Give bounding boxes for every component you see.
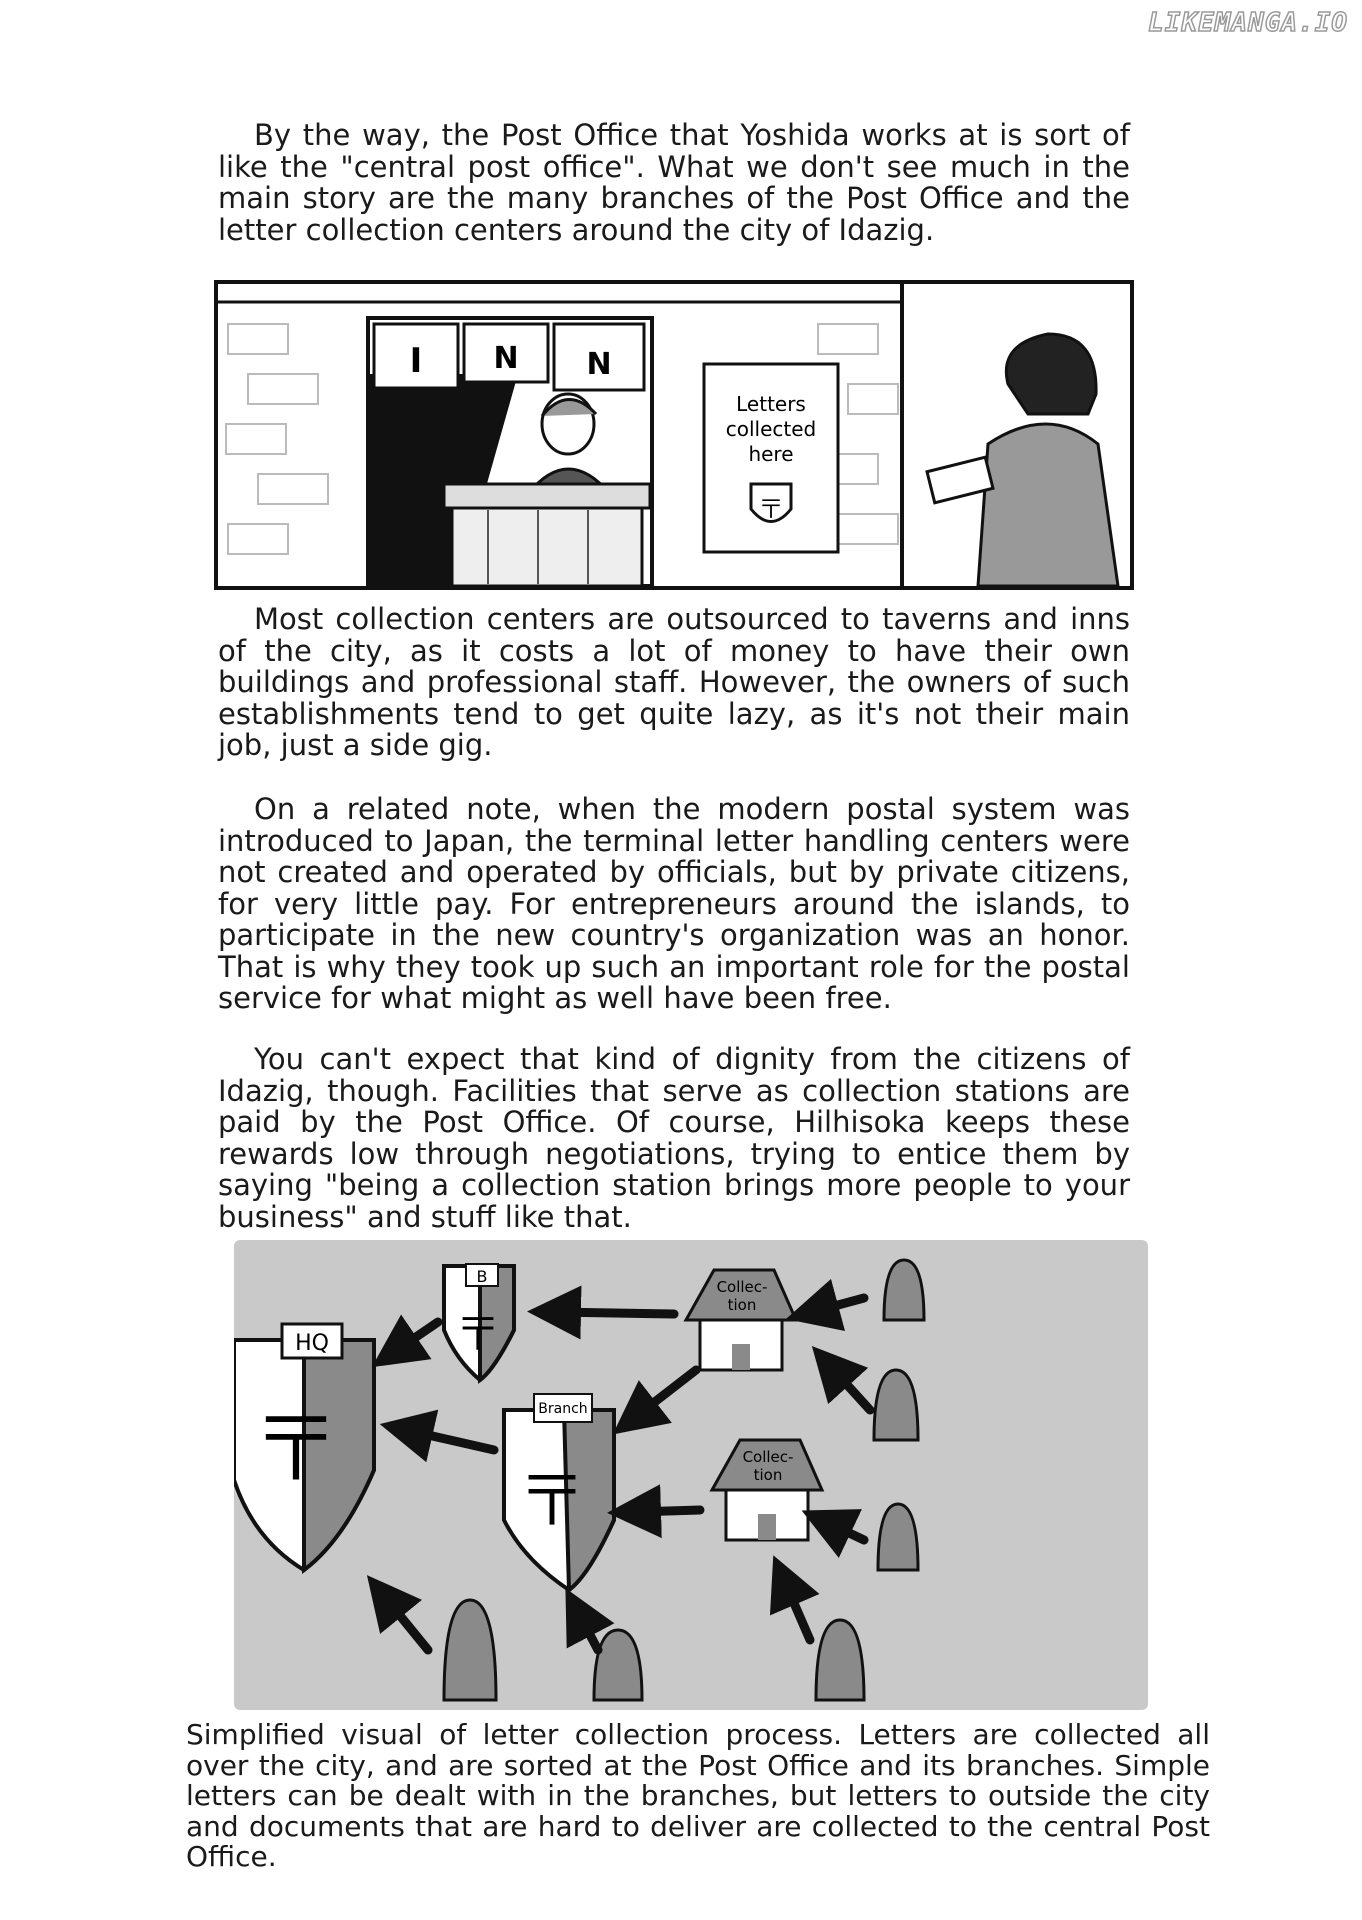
collection-flow-drawing <box>234 1240 1148 1710</box>
branch-b-post-mark: 〒 <box>455 1307 501 1361</box>
counter <box>444 484 650 586</box>
banner-letter-3: N <box>586 347 612 382</box>
branch-label: Branch <box>538 1401 588 1417</box>
collection-top-label-2: tion <box>727 1296 757 1314</box>
inn-banners <box>374 324 644 390</box>
paragraph-collection-centers: Most collection centers are outsourced to taverns and inns of the city, as it costs a lot of money to have their own buildings and professional staff. However, the owners of such establishments tend to get quite lazy, as it's not their main job, just a side gig. <box>218 602 1130 762</box>
hq-label: HQ <box>295 1331 329 1356</box>
branch-shield <box>504 1394 614 1590</box>
collection-hut-top <box>686 1270 796 1370</box>
paragraph-japan-history: On a related note, when the modern postal system was introduced to Japan, the terminal letter handling centers were not created and operated by officials, but by private citizens, for very little pay. For entrepreneurs around the islands, to participate in the new country's organization was an honor. That is why they took up such an important role for the postal service for what might as well have been free. <box>218 792 1130 1015</box>
banner-letter-2: N <box>493 341 519 376</box>
watermark: LIKEMANGA.IO <box>1148 8 1348 38</box>
inn-illustration-panel <box>214 280 1134 590</box>
sign-post-mark: 〒 <box>757 495 785 525</box>
branch-post-mark: 〒 <box>517 1460 587 1542</box>
collection-bottom-label-1: Collec- <box>742 1448 794 1466</box>
paragraph-idazig-dignity: You can't expect that kind of dignity from the citizens of Idazig, though. Facilities that serve as collection stations are paid by the Post Office. Of course, Hilhisoka keeps these rewards low through negotiations, trying to entice them by saying "being a collection station brings more people to your business" and stuff like that. <box>218 1042 1130 1234</box>
banner-letter-1: I <box>409 341 423 381</box>
collection-top-label-1: Collec- <box>716 1278 768 1296</box>
letters-collected-sign <box>704 364 838 552</box>
hq-post-mark: 〒 <box>251 1397 341 1502</box>
collection-hut-bottom <box>712 1440 822 1540</box>
hq-shield <box>234 1324 374 1570</box>
sign-line-2: collected <box>725 417 817 441</box>
collection-flow-diagram <box>234 1240 1148 1710</box>
collection-bottom-label-2: tion <box>753 1466 783 1484</box>
customer-figure <box>927 334 1118 586</box>
branch-b-shield <box>444 1264 514 1380</box>
sign-line-3: here <box>748 442 794 466</box>
paragraph-intro: By the way, the Post Office that Yoshida works at is sort of like the "central post office". What we don't see much in the main story are the many branches of the Post Office and the letter collection centers around the city of Idazig. <box>218 118 1130 247</box>
branch-b-label: B <box>476 1267 488 1286</box>
sign-line-1: Letters <box>736 392 806 416</box>
diagram-caption: Simplified visual of letter collection process. Letters are collected all over the city, and are sorted at the Post Office and its branches. Simple letters can be dealt with in the branches, but letters to outside the city and documents that are hard to deliver are collected to the central Post Office. <box>186 1718 1210 1873</box>
inn-scene-drawing <box>218 284 1130 586</box>
